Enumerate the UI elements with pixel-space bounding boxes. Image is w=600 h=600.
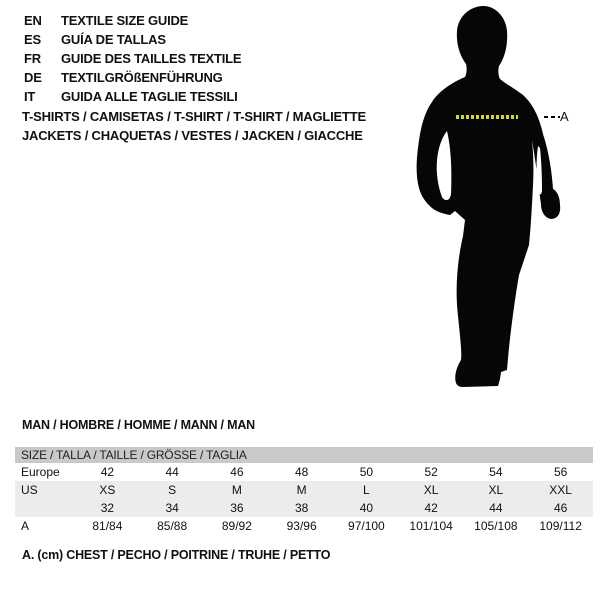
man-silhouette-icon [405, 0, 580, 400]
cell: 42 [100, 465, 115, 479]
cell: XS [99, 483, 116, 497]
cell: 34 [165, 501, 179, 515]
language-code: IT [24, 89, 36, 104]
section-title-man: MAN / HOMBRE / HOMME / MANN / MAN [22, 418, 255, 432]
language-row [24, 87, 241, 106]
cell: 46 [553, 501, 568, 515]
cell: 89/92 [221, 519, 252, 533]
measurement-footnote: A. (cm) CHEST / PECHO / POITRINE / TRUHE / PETTO [22, 548, 331, 562]
language-row [24, 30, 241, 49]
cell: XXL [549, 483, 572, 497]
language-title: TEXTILE SIZE GUIDE [61, 13, 189, 28]
language-title: GUÍA DE TALLAS [61, 32, 166, 47]
cell: M [231, 483, 242, 497]
measure-marker-a: A [560, 109, 569, 124]
cell: 54 [489, 465, 503, 479]
cell: 56 [553, 465, 568, 479]
language-title: GUIDA ALLE TAGLIE TESSILI [61, 89, 238, 104]
language-code: FR [24, 51, 41, 66]
language-row [24, 68, 241, 87]
cell: 105/108 [474, 519, 518, 533]
row-label: A [21, 519, 30, 533]
row-label: Europe [21, 465, 60, 479]
cell: 32 [100, 501, 115, 515]
cell: 44 [489, 501, 503, 515]
size-table [15, 447, 593, 535]
cell: M [296, 483, 307, 497]
language-code: DE [24, 70, 42, 85]
row-label: US [21, 483, 38, 497]
cell: 52 [424, 465, 438, 479]
cell: 36 [230, 501, 244, 515]
silhouette-body [417, 6, 561, 387]
cell: 38 [294, 501, 309, 515]
cell: 101/104 [409, 519, 453, 533]
man-silhouette-figure [405, 0, 580, 400]
language-code: EN [24, 13, 42, 28]
language-list [24, 11, 241, 106]
cell: 85/88 [157, 519, 188, 533]
cell: 40 [359, 501, 374, 515]
cell: S [168, 483, 177, 497]
cell: XL [488, 483, 504, 497]
language-title: TEXTILGRÖßENFÜHRUNG [61, 70, 223, 85]
cell: L [363, 483, 370, 497]
language-row [24, 11, 241, 30]
language-row [24, 49, 241, 68]
category-tshirts: T-SHIRTS / CAMISETAS / T-SHIRT / T-SHIRT / MAGLIETTE [22, 109, 366, 124]
category-jackets: JACKETS / CHAQUETAS / VESTES / JACKEN / GIACCHE [22, 128, 363, 143]
cell: 109/112 [539, 519, 582, 533]
cell: 81/84 [92, 519, 123, 533]
table-row-chest-a [15, 517, 593, 535]
cell: XL [423, 483, 439, 497]
cell: 97/100 [348, 519, 385, 533]
cell: 44 [165, 465, 179, 479]
cell: 50 [359, 465, 374, 479]
language-title: GUIDE DES TAILLES TEXTILE [61, 51, 242, 66]
cell: 46 [230, 465, 244, 479]
garment-categories [22, 109, 366, 147]
language-code: ES [24, 32, 41, 47]
cell: 48 [294, 465, 309, 479]
table-row-us-numeric [15, 499, 593, 517]
cell: 93/96 [286, 519, 317, 533]
table-row-us [15, 481, 593, 499]
cell: 42 [424, 501, 438, 515]
size-table-header: SIZE / TALLA / TAILLE / GRÖSSE / TAGLIA [15, 447, 593, 463]
table-row-europe [15, 463, 593, 481]
